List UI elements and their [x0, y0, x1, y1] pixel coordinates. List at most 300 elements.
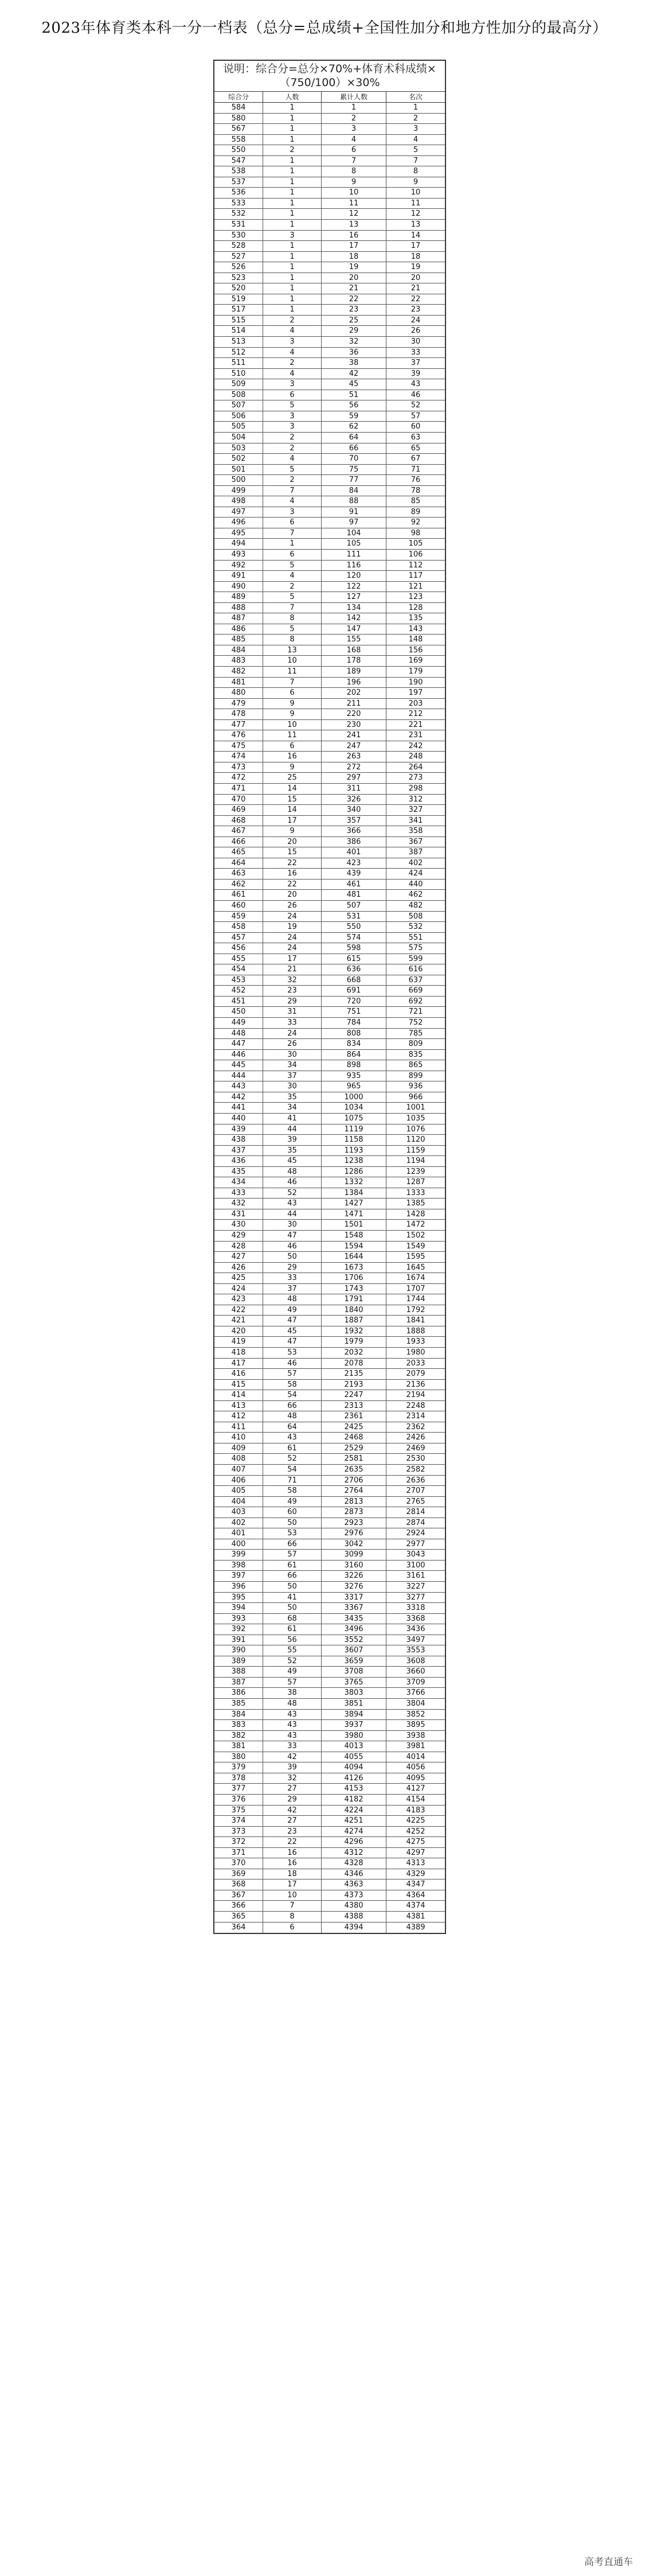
- cell-count: 22: [263, 1837, 322, 1847]
- cell-score: 527: [214, 252, 263, 262]
- cell-rank: 899: [408, 1071, 423, 1080]
- cell-score: 509: [214, 379, 263, 390]
- cell-count: 10: [263, 656, 322, 666]
- cell-rank: 117: [408, 571, 423, 581]
- cell-cumulative: 91: [322, 507, 386, 517]
- cell-rank: 3497: [406, 1635, 425, 1644]
- cell-score: 424: [214, 1284, 263, 1294]
- cell-score: 382: [214, 1731, 263, 1741]
- table-row: [214, 496, 445, 507]
- cell-rank: 2765: [406, 1497, 425, 1506]
- table-row: [214, 1752, 445, 1763]
- cell-rank: 3227: [406, 1582, 425, 1591]
- cell-count: 1: [263, 262, 322, 273]
- table-row: [214, 283, 445, 294]
- cell-cumulative: 2313: [322, 1401, 386, 1411]
- cell-count: 61: [263, 1624, 322, 1635]
- cell-count: 1: [263, 114, 322, 124]
- table-row: [214, 1007, 445, 1018]
- cell-cumulative: 62: [322, 422, 386, 432]
- cell-score: 368: [214, 1880, 263, 1890]
- cell-rank: 327: [408, 806, 423, 815]
- cell-cumulative: 720: [322, 997, 386, 1007]
- cell-score: 445: [214, 1060, 263, 1071]
- cell-count: 22: [263, 858, 322, 869]
- table-row: [214, 114, 445, 124]
- cell-count: 13: [263, 645, 322, 656]
- cell-rank: 2636: [406, 1476, 425, 1485]
- cell-rank: 387: [408, 848, 423, 857]
- table-row: [214, 784, 445, 795]
- cell-rank: 43: [410, 380, 421, 389]
- cell-cumulative: 598: [322, 943, 386, 954]
- cell-rank: 123: [408, 593, 423, 602]
- cell-cumulative: 2581: [322, 1454, 386, 1464]
- cell-score: 415: [214, 1380, 263, 1390]
- cell-score: 489: [214, 592, 263, 602]
- table-row: [214, 1710, 445, 1721]
- cell-count: 53: [263, 1528, 322, 1539]
- cell-rank: 7: [413, 156, 419, 165]
- cell-cumulative: 70: [322, 454, 386, 464]
- cell-score: 536: [214, 188, 263, 198]
- cell-cumulative: 3980: [322, 1731, 386, 1741]
- cell-count: 55: [263, 1645, 322, 1656]
- cell-rank: 4381: [406, 1912, 425, 1921]
- cell-cumulative: 45: [322, 379, 386, 390]
- cell-cumulative: 22: [322, 294, 386, 305]
- cell-count: 57: [263, 1369, 322, 1379]
- table-row: [214, 294, 445, 305]
- cell-score: 435: [214, 1167, 263, 1177]
- table-row: [214, 550, 445, 561]
- cell-cumulative: 4094: [322, 1762, 386, 1773]
- cell-cumulative: 1471: [322, 1209, 386, 1220]
- cell-cumulative: 1: [322, 103, 386, 113]
- cell-score: 499: [214, 486, 263, 496]
- cell-count: 24: [263, 933, 322, 943]
- cell-cumulative: 4373: [322, 1890, 386, 1901]
- cell-cumulative: 66: [322, 443, 386, 454]
- table-row: [214, 922, 445, 933]
- cell-rank: 4154: [406, 1795, 425, 1804]
- cell-count: 35: [263, 1092, 322, 1103]
- table-row: [214, 1071, 445, 1082]
- cell-cumulative: 1840: [322, 1305, 386, 1316]
- cell-cumulative: 32: [322, 337, 386, 347]
- cell-cumulative: 4182: [322, 1795, 386, 1805]
- table-row: [214, 880, 445, 890]
- cell-rank: 4225: [406, 1816, 425, 1826]
- table-row: [214, 1135, 445, 1146]
- page-title: 2023年体育类本科一分一档表（总分=总成绩+全国性加分和地方性加分的最高分）: [41, 20, 608, 37]
- cell-count: 57: [263, 1550, 322, 1560]
- cell-cumulative: 1158: [322, 1135, 386, 1145]
- cell-score: 481: [214, 678, 263, 688]
- cell-score: 411: [214, 1422, 263, 1433]
- cell-score: 507: [214, 400, 263, 411]
- cell-rank: 1035: [406, 1114, 425, 1123]
- cell-cumulative: 808: [322, 1029, 386, 1039]
- table-row: [214, 890, 445, 901]
- cell-count: 1: [263, 124, 322, 134]
- cell-score: 491: [214, 571, 263, 581]
- cell-score: 463: [214, 869, 263, 879]
- cell-score: 402: [214, 1518, 263, 1528]
- cell-rank: 23: [410, 305, 421, 314]
- cell-score: 433: [214, 1188, 263, 1198]
- table-row: [214, 517, 445, 528]
- table-row: [214, 954, 445, 965]
- cell-cumulative: 1932: [322, 1326, 386, 1337]
- cell-cumulative: 1427: [322, 1198, 386, 1209]
- cell-count: 43: [263, 1710, 322, 1720]
- cell-cumulative: 2764: [322, 1486, 386, 1496]
- cell-count: 14: [263, 784, 322, 794]
- cell-count: 24: [263, 912, 322, 922]
- cell-score: 390: [214, 1645, 263, 1656]
- cell-score: 492: [214, 561, 263, 571]
- cell-score: 408: [214, 1454, 263, 1464]
- cell-count: 1: [263, 252, 322, 262]
- cell-count: 9: [263, 826, 322, 836]
- cell-count: 52: [263, 1656, 322, 1667]
- cell-rank: 3100: [406, 1561, 425, 1570]
- header-cumulative: 累计人数: [322, 92, 386, 102]
- cell-rank: 2314: [406, 1412, 425, 1421]
- table-row: [214, 1837, 445, 1848]
- table-row: [214, 443, 445, 454]
- cell-score: 514: [214, 326, 263, 336]
- cell-score: 469: [214, 805, 263, 815]
- cell-count: 27: [263, 1816, 322, 1826]
- table-row: [214, 1273, 445, 1284]
- cell-count: 30: [263, 1081, 322, 1092]
- cell-score: 526: [214, 262, 263, 273]
- cell-score: 520: [214, 283, 263, 294]
- cell-rank: 3608: [406, 1656, 425, 1666]
- cell-cumulative: 38: [322, 358, 386, 368]
- cell-cumulative: 59: [322, 411, 386, 422]
- cell-cumulative: 134: [322, 603, 386, 613]
- cell-cumulative: 2529: [322, 1443, 386, 1454]
- cell-rank: 835: [408, 1050, 423, 1059]
- cell-score: 420: [214, 1326, 263, 1337]
- cell-count: 56: [263, 1635, 322, 1645]
- cell-cumulative: 2193: [322, 1380, 386, 1390]
- cell-rank: 599: [408, 954, 423, 963]
- cell-rank: 4329: [406, 1869, 425, 1878]
- cell-count: 24: [263, 1029, 322, 1039]
- cell-cumulative: 691: [322, 986, 386, 996]
- cell-score: 558: [214, 135, 263, 145]
- cell-count: 17: [263, 1880, 322, 1890]
- table-row: [214, 1603, 445, 1614]
- cell-count: 7: [263, 486, 322, 496]
- cell-cumulative: 1034: [322, 1103, 386, 1113]
- table-row: [214, 337, 445, 348]
- cell-score: 449: [214, 1018, 263, 1028]
- cell-score: 528: [214, 241, 263, 251]
- cell-rank: 4056: [406, 1763, 425, 1772]
- cell-cumulative: 481: [322, 890, 386, 900]
- cell-cumulative: 17: [322, 241, 386, 251]
- cell-rank: 2469: [406, 1443, 425, 1453]
- cell-score: 452: [214, 986, 263, 996]
- cell-rank: 8: [413, 167, 419, 176]
- cell-score: 392: [214, 1624, 263, 1635]
- cell-rank: 203: [408, 699, 423, 708]
- cell-rank: 312: [408, 795, 423, 804]
- cell-count: 4: [263, 571, 322, 581]
- cell-rank: 616: [408, 965, 423, 974]
- cell-count: 39: [263, 1135, 322, 1145]
- cell-score: 385: [214, 1699, 263, 1709]
- table-row: [214, 795, 445, 806]
- cell-cumulative: 1119: [322, 1124, 386, 1135]
- cell-count: 1: [263, 177, 322, 188]
- cell-cumulative: 20: [322, 273, 386, 283]
- cell-cumulative: 77: [322, 475, 386, 485]
- cell-rank: 242: [408, 741, 423, 750]
- cell-count: 1: [263, 209, 322, 219]
- table-row: [214, 582, 445, 593]
- cell-cumulative: 935: [322, 1071, 386, 1081]
- cell-cumulative: 178: [322, 656, 386, 666]
- cell-count: 32: [263, 1773, 322, 1784]
- cell-score: 370: [214, 1858, 263, 1869]
- cell-rank: 4: [413, 135, 419, 144]
- cell-score: 406: [214, 1476, 263, 1486]
- cell-count: 4: [263, 369, 322, 379]
- table-row: [214, 1795, 445, 1805]
- cell-count: 33: [263, 1018, 322, 1028]
- cell-rank: 17: [410, 242, 421, 251]
- cell-count: 16: [263, 752, 322, 762]
- cell-score: 495: [214, 528, 263, 539]
- cell-score: 510: [214, 369, 263, 379]
- cell-rank: 2924: [406, 1529, 425, 1538]
- table-row: [214, 826, 445, 837]
- cell-cumulative: 507: [322, 901, 386, 911]
- cell-count: 47: [263, 1316, 322, 1326]
- cell-cumulative: 10: [322, 188, 386, 198]
- cell-count: 66: [263, 1571, 322, 1581]
- cell-rank: 4297: [406, 1848, 425, 1857]
- cell-rank: 52: [410, 401, 421, 410]
- cell-score: 458: [214, 922, 263, 932]
- table-row: [214, 486, 445, 497]
- cell-score: 447: [214, 1039, 263, 1049]
- cell-score: 381: [214, 1741, 263, 1752]
- cell-rank: 1674: [406, 1274, 425, 1283]
- cell-count: 43: [263, 1731, 322, 1741]
- cell-score: 457: [214, 933, 263, 943]
- cell-rank: 3981: [406, 1742, 425, 1751]
- cell-cumulative: 16: [322, 231, 386, 241]
- cell-rank: 3436: [406, 1625, 425, 1634]
- cell-cumulative: 4251: [322, 1816, 386, 1826]
- cell-score: 428: [214, 1242, 263, 1252]
- cell-count: 10: [263, 1890, 322, 1901]
- cell-cumulative: 2247: [322, 1390, 386, 1400]
- cell-score: 391: [214, 1635, 263, 1645]
- cell-score: 443: [214, 1081, 263, 1092]
- cell-cumulative: 21: [322, 283, 386, 294]
- cell-cumulative: 2706: [322, 1476, 386, 1486]
- cell-count: 50: [263, 1582, 322, 1592]
- cell-cumulative: 189: [322, 667, 386, 677]
- cell-rank: 4014: [406, 1752, 425, 1761]
- cell-score: 538: [214, 166, 263, 177]
- cell-count: 44: [263, 1124, 322, 1135]
- cell-score: 409: [214, 1443, 263, 1454]
- cell-count: 4: [263, 496, 322, 507]
- cell-cumulative: 116: [322, 561, 386, 571]
- cell-count: 68: [263, 1614, 322, 1624]
- cell-rank: 143: [408, 624, 423, 633]
- cell-count: 48: [263, 1294, 322, 1305]
- cell-score: 393: [214, 1614, 263, 1624]
- cell-cumulative: 4388: [322, 1912, 386, 1922]
- table-row: [214, 1731, 445, 1742]
- table-row: [214, 912, 445, 923]
- cell-cumulative: 1791: [322, 1294, 386, 1305]
- cell-count: 14: [263, 805, 322, 815]
- cell-cumulative: 6: [322, 145, 386, 155]
- cell-cumulative: 326: [322, 795, 386, 805]
- cell-rank: 135: [408, 614, 423, 623]
- table-row: [214, 943, 445, 954]
- cell-count: 50: [263, 1603, 322, 1613]
- table-row: [214, 1476, 445, 1487]
- cell-rank: 248: [408, 752, 423, 761]
- cell-rank: 1792: [406, 1305, 425, 1314]
- cell-score: 367: [214, 1890, 263, 1901]
- table-row: [214, 539, 445, 550]
- cell-count: 52: [263, 1188, 322, 1198]
- cell-rank: 92: [410, 518, 421, 527]
- cell-count: 6: [263, 390, 322, 400]
- cell-rank: 1333: [406, 1188, 425, 1197]
- cell-cumulative: 3851: [322, 1699, 386, 1709]
- cell-cumulative: 4363: [322, 1880, 386, 1890]
- table-row: [214, 1103, 445, 1114]
- cell-score: 504: [214, 433, 263, 443]
- cell-cumulative: 3099: [322, 1550, 386, 1560]
- cell-score: 376: [214, 1795, 263, 1805]
- cell-count: 53: [263, 1348, 322, 1358]
- cell-score: 471: [214, 784, 263, 794]
- cell-score: 487: [214, 613, 263, 624]
- cell-count: 60: [263, 1507, 322, 1517]
- cell-rank: 637: [408, 975, 423, 985]
- cell-score: 438: [214, 1135, 263, 1145]
- table-row: [214, 454, 445, 465]
- table-row: [214, 1039, 445, 1050]
- cell-count: 3: [263, 231, 322, 241]
- cell-score: 485: [214, 635, 263, 645]
- cell-rank: 785: [408, 1029, 423, 1038]
- cell-score: 375: [214, 1805, 263, 1816]
- cell-count: 5: [263, 624, 322, 635]
- cell-count: 52: [263, 1454, 322, 1464]
- table-row: [214, 688, 445, 699]
- cell-score: 480: [214, 688, 263, 698]
- cell-score: 436: [214, 1156, 263, 1166]
- table-row: [214, 1359, 445, 1369]
- cell-rank: 148: [408, 635, 423, 644]
- cell-cumulative: 97: [322, 517, 386, 528]
- cell-rank: 98: [410, 528, 421, 538]
- cell-cumulative: 2976: [322, 1528, 386, 1539]
- table-row: [214, 507, 445, 518]
- table-row: [214, 1614, 445, 1625]
- cell-count: 46: [263, 1177, 322, 1188]
- cell-cumulative: 3276: [322, 1582, 386, 1592]
- cell-count: 18: [263, 1869, 322, 1880]
- table-row: [214, 156, 445, 167]
- cell-cumulative: 1384: [322, 1188, 386, 1198]
- cell-score: 494: [214, 539, 263, 549]
- cell-rank: 46: [410, 390, 421, 399]
- cell-rank: 402: [408, 858, 423, 867]
- cell-rank: 3368: [406, 1614, 425, 1623]
- cell-cumulative: 4: [322, 135, 386, 145]
- table-row: [214, 411, 445, 422]
- table-row: [214, 348, 445, 359]
- cell-score: 477: [214, 720, 263, 730]
- cell-rank: 1076: [406, 1124, 425, 1134]
- table-row: [214, 145, 445, 156]
- cell-score: 479: [214, 699, 263, 709]
- cell-score: 533: [214, 199, 263, 209]
- cell-rank: 3804: [406, 1699, 425, 1709]
- cell-score: 397: [214, 1571, 263, 1581]
- table-row: [214, 188, 445, 199]
- cell-cumulative: 127: [322, 592, 386, 602]
- cell-count: 46: [263, 1242, 322, 1252]
- cell-score: 426: [214, 1263, 263, 1273]
- cell-score: 456: [214, 943, 263, 954]
- cell-cumulative: 1887: [322, 1316, 386, 1326]
- cell-cumulative: 2813: [322, 1497, 386, 1507]
- table-row: [214, 400, 445, 411]
- cell-rank: 14: [410, 231, 421, 240]
- cell-cumulative: 357: [322, 816, 386, 826]
- cell-count: 42: [263, 1752, 322, 1762]
- table-row: [214, 667, 445, 678]
- cell-rank: 3161: [406, 1571, 425, 1581]
- cell-count: 7: [263, 528, 322, 539]
- cell-cumulative: 834: [322, 1039, 386, 1049]
- table-row: [214, 933, 445, 944]
- table-row: [214, 975, 445, 986]
- table-row: [214, 1507, 445, 1518]
- cell-rank: 1888: [406, 1326, 425, 1336]
- cell-score: 413: [214, 1401, 263, 1411]
- cell-score: 373: [214, 1827, 263, 1837]
- cell-count: 44: [263, 1209, 322, 1220]
- cell-score: 400: [214, 1539, 263, 1550]
- table-row: [214, 1890, 445, 1901]
- cell-score: 448: [214, 1029, 263, 1039]
- cell-count: 8: [263, 635, 322, 645]
- table-row: [214, 1284, 445, 1295]
- cell-count: 1: [263, 220, 322, 230]
- table-row: [214, 1518, 445, 1529]
- cell-count: 1: [263, 156, 322, 166]
